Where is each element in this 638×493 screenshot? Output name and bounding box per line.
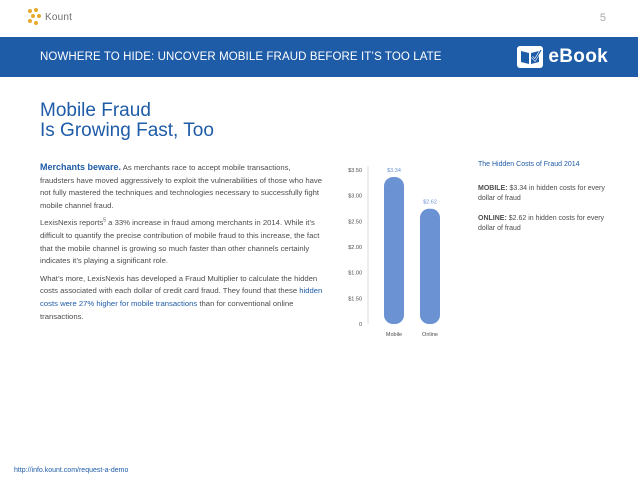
ebook-label: eBook	[548, 46, 608, 67]
kount-logo-icon	[28, 8, 42, 26]
paragraph-3	[40, 273, 325, 323]
lead-text: Merchants beware.	[40, 162, 122, 172]
sidebar-online	[478, 214, 608, 234]
y-tick-label: $2.00	[348, 245, 362, 251]
data-label: $3.34	[387, 168, 401, 175]
mobile-key: MOBILE:	[478, 185, 508, 192]
paragraph-2	[40, 217, 325, 267]
title-banner	[0, 37, 638, 77]
mobile-text: $3.34 in hidden costs for every dollar of fraud	[478, 185, 605, 202]
data-label: $2.62	[423, 199, 437, 206]
paragraph-2-text-a: LexisNexis reports	[40, 218, 104, 228]
y-tick-label: $3.50	[348, 168, 362, 174]
footnote-ref: 5	[103, 217, 107, 224]
bar-mobile	[384, 177, 404, 324]
bar-online	[420, 209, 440, 324]
heading-line-1: Mobile Fraud	[40, 100, 151, 121]
page-number: 5	[599, 12, 606, 24]
y-tick-label: $2.50	[348, 219, 362, 226]
paragraph-1	[40, 161, 325, 212]
ebook-badge	[517, 44, 608, 70]
paragraph-3-text-a: What’s more, LexisNexis has developed a Fraud Multiplier to calculate the hidden costs associated with each dollar of credit card fraud. They found that these	[40, 273, 318, 296]
hidden-costs-chart	[340, 150, 460, 350]
y-tick-label: $3.00	[348, 193, 362, 200]
ebook-icon	[517, 46, 543, 68]
paragraph-2-text-b: a 33% increase in fraud among merchants in 2014. While it’s difficult to quantify the precise contribution of mobile fraud to this increase, the fact that the mobile channel is growing so much faster than other channels certainly indicates it’s playing a significant role.	[40, 218, 320, 266]
kount-logo	[28, 8, 72, 26]
brand-name: Kount	[45, 11, 73, 23]
chart-sidebar	[478, 160, 608, 244]
sidebar-mobile	[478, 184, 608, 204]
sidebar-title: The Hidden Costs of Fraud 2014	[478, 161, 580, 168]
x-category-label: Mobile	[385, 332, 403, 338]
y-tick-label: $1.00	[348, 270, 362, 277]
heading-line-2: Is Growing Fast, Too	[40, 120, 214, 141]
x-category-label: Online	[422, 332, 438, 338]
online-key: ONLINE:	[478, 215, 507, 222]
page-heading	[40, 101, 214, 141]
y-tick-label: 0	[358, 322, 362, 328]
y-tick-label: $1.50	[348, 296, 362, 303]
paragraph-1-text: As merchants race to accept mobile transactions, fraudsters have moved aggressively to exploit the vulnerabilities of those who have not fully mastered the techniques and technologies necessary to successfully fight mobile channel fraud.	[40, 163, 323, 210]
online-text: $2.62 in hidden costs for every dollar of fraud	[478, 215, 605, 232]
banner-title: NOWHERE TO HIDE: UNCOVER MOBILE FRAUD BEFORE IT’S TOO LATE	[40, 51, 442, 63]
highlight-text: hidden costs were 27% higher for mobile transactions	[40, 286, 323, 308]
demo-link[interactable]: http://info.kount.com/request-a-demo	[14, 467, 129, 474]
paragraph-3-text-b: than for conventional online transactions.	[40, 298, 294, 321]
article-body	[40, 161, 325, 328]
